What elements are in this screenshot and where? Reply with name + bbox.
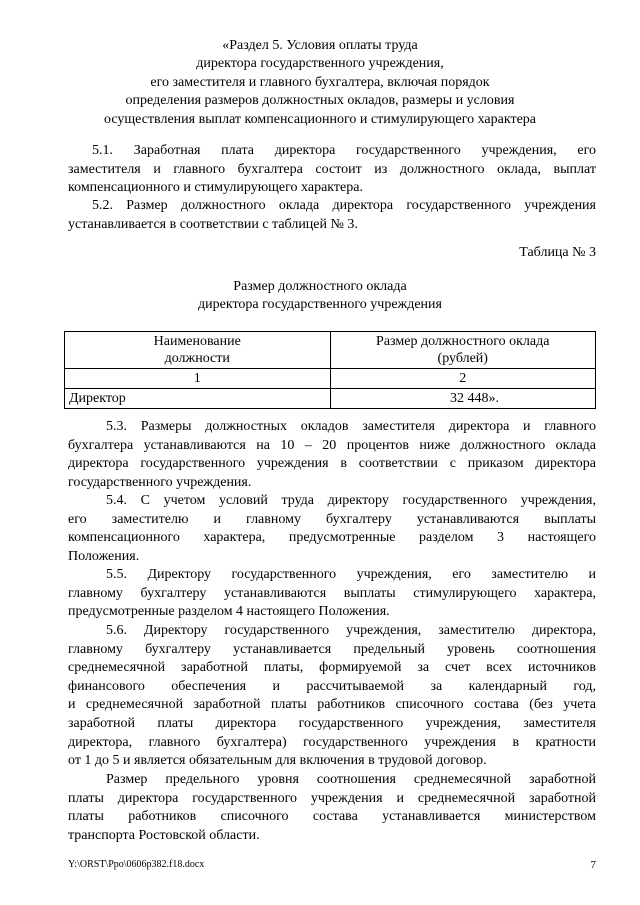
paragraph-line: бухгалтера устанавливаются на 10 – 20 процентов ниже должностного оклада bbox=[68, 437, 596, 453]
paragraph-line: 5.2. Размер должностного оклада директора государственного учреждения bbox=[92, 198, 596, 213]
paragraph-line: предусмотренные разделом 4 настоящего Положения. bbox=[68, 604, 390, 620]
paragraph-line: компенсационного и стимулирующего характера. bbox=[68, 180, 363, 196]
paragraph-line: среднемесячной заработной платы, формируемой за счет всех источников bbox=[68, 660, 596, 676]
paragraph-line: государственного учреждения. bbox=[68, 474, 252, 490]
paragraph-line: главному бухгалтеру устанавливаются выплаты стимулирующего характера, bbox=[68, 585, 596, 601]
paragraph-line: платы работников списочного состава устанавливается министерством bbox=[68, 809, 596, 825]
paragraph-line: Размер предельного уровня соотношения среднемесячной заработной bbox=[106, 772, 596, 787]
table-row bbox=[65, 389, 596, 409]
paragraph-line: главному бухгалтеру устанавливается предельный уровень соотношения bbox=[68, 641, 596, 657]
paragraph-5-7 bbox=[68, 771, 596, 845]
header-text: Размер должностного оклада bbox=[376, 334, 550, 349]
paragraph-5-3 bbox=[68, 418, 596, 492]
paragraph-line: устанавливается в соответствии с таблицей № 3. bbox=[68, 216, 358, 232]
paragraph-line: 5.1. Заработная плата директора государственного учреждения, его bbox=[92, 143, 596, 158]
heading-line: определения размеров должностных окладов, размеры и условия bbox=[125, 93, 515, 109]
paragraph-5-6 bbox=[68, 622, 596, 771]
table-header-row bbox=[65, 332, 596, 369]
paragraph-line: транспорта Ростовской области. bbox=[68, 827, 260, 843]
paragraph-line: компенсационного характера, предусмотренные разделом 3 настоящего bbox=[68, 530, 596, 546]
table-cell-salary: 32 448». bbox=[330, 389, 596, 409]
paragraph-line: заместителя и главного бухгалтера состоит из должностного оклада, выплат bbox=[68, 161, 596, 177]
paragraph-line: Положения. bbox=[68, 548, 140, 564]
table-number-row bbox=[65, 369, 596, 389]
table-cell: 1 bbox=[65, 369, 331, 389]
paragraph-line: платы директора государственного учреждения и среднемесячной заработной bbox=[68, 790, 596, 806]
paragraph-5-4 bbox=[68, 492, 596, 566]
paragraph-line: финансового обеспечения и рассчитываемой за календарный год, bbox=[68, 678, 596, 694]
paragraph-5-5 bbox=[68, 566, 596, 622]
header-text: (рублей) bbox=[437, 351, 488, 366]
paragraph-line: заработной платы директора государственного учреждения, заместителя bbox=[68, 715, 596, 731]
paragraph-line: директора государственного учреждения в соответствии с приказом директора bbox=[68, 456, 596, 472]
heading-line: «Раздел 5. Условия оплаты труда bbox=[222, 38, 418, 53]
heading-line: директора государственного учреждения, bbox=[196, 56, 444, 72]
table-caption: Таблица № 3 bbox=[519, 245, 596, 260]
heading-line: осуществления выплат компенсационного и стимулирующего характера bbox=[103, 111, 537, 127]
table-cell-position: Директор bbox=[65, 389, 331, 409]
paragraph-5-1 bbox=[68, 142, 596, 198]
table-header-cell bbox=[330, 332, 596, 369]
salary-table bbox=[64, 331, 596, 409]
table-title-line: Размер должностного оклада bbox=[233, 279, 407, 294]
heading-line: его заместителя и главного бухгалтера, включая порядок bbox=[150, 74, 490, 90]
paragraph-line: и среднемесячной заработной платы работников списочного состава (без учета bbox=[68, 697, 596, 713]
paragraph-line: 5.4. С учетом условий труда директору государственного учреждения, bbox=[106, 493, 596, 508]
table-cell: 2 bbox=[330, 369, 596, 389]
paragraph-line: его заместителю и главному бухгалтеру устанавливаются выплаты bbox=[68, 511, 596, 527]
paragraph-5-2 bbox=[68, 197, 596, 234]
paragraph-line: от 1 до 5 и является обязательным для включения в трудовой договор. bbox=[68, 753, 487, 769]
footer-file-path: Y:\ORST\Ppo\0606p382.f18.docx bbox=[68, 859, 205, 870]
table-title bbox=[60, 278, 580, 315]
table-header-cell bbox=[65, 332, 331, 369]
paragraph-line: 5.5. Директору государственного учреждения, его заместителю и bbox=[106, 567, 596, 582]
paragraph-line: директора, главного бухгалтера) государственного учреждения в кратности bbox=[68, 734, 596, 750]
paragraph-line: 5.6. Директору государственного учреждения, заместителю директора, bbox=[106, 623, 596, 638]
header-text: Наименование bbox=[153, 334, 241, 349]
section-heading bbox=[60, 37, 580, 129]
table-title-line: директора государственного учреждения bbox=[198, 297, 442, 313]
header-text: должности bbox=[164, 351, 230, 366]
footer-page-number: 7 bbox=[590, 859, 596, 871]
paragraph-line: 5.3. Размеры должностных окладов заместителя директора и главного bbox=[106, 419, 596, 434]
